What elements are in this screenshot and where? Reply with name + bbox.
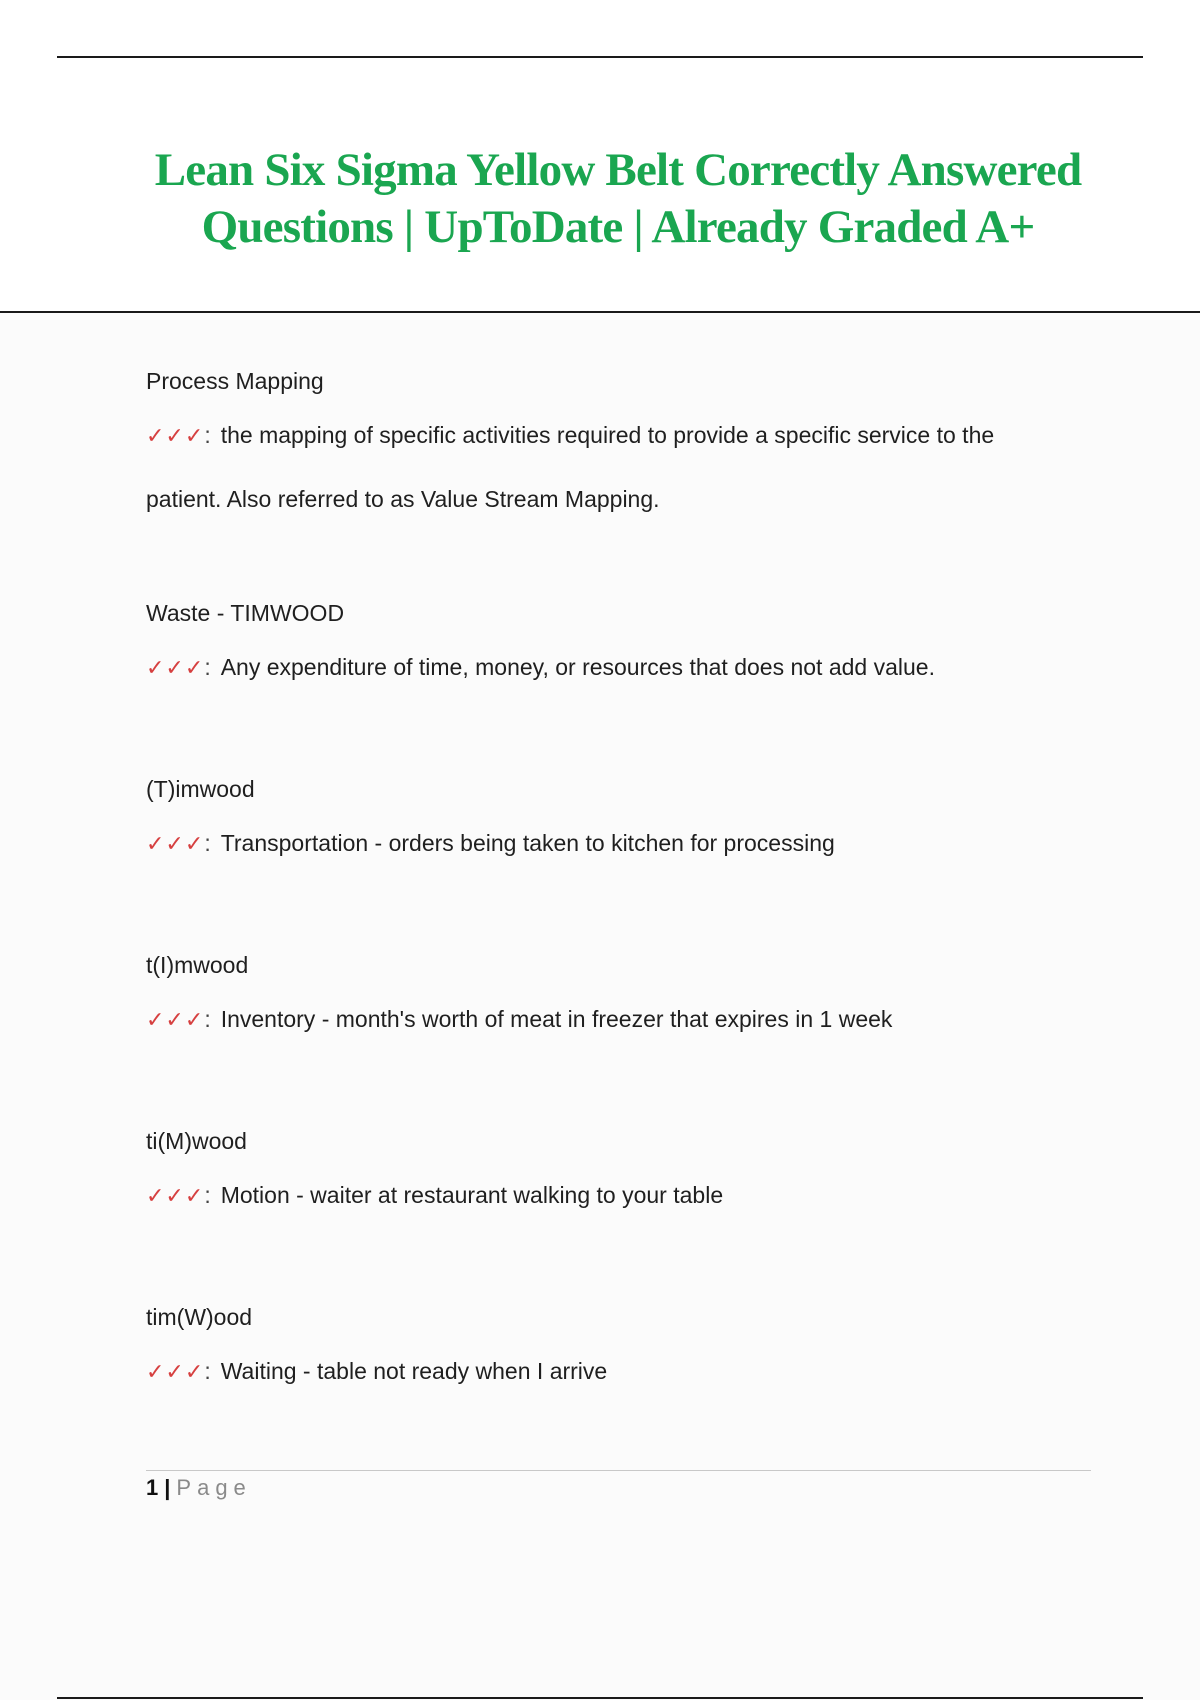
qa-item-motion <box>146 1127 1106 1210</box>
question-term: (T)imwood <box>146 776 255 802</box>
answer-text: patient. Also referred to as Value Stream Mapping. <box>146 486 660 512</box>
answer <box>146 1357 1106 1386</box>
answer <box>146 1005 1106 1034</box>
answer-line <box>146 421 1106 450</box>
page-footer <box>146 1474 252 1502</box>
answer-colon: : <box>204 1182 211 1208</box>
title-line-2: Questions | UpToDate | Already Graded A+ <box>201 201 1035 253</box>
qa-item-inventory <box>146 951 1106 1034</box>
answer-text: Motion - waiter at restaurant walking to your table <box>220 1182 724 1208</box>
qa-item-transportation <box>146 775 1106 858</box>
answer <box>146 829 1106 858</box>
answer-colon: : <box>204 830 211 856</box>
answer-line <box>146 1181 1106 1210</box>
footer-separator: | <box>164 1475 171 1500</box>
checkmarks-icon: ✓✓✓ <box>146 423 205 448</box>
qa-item-process-mapping <box>146 367 1106 513</box>
answer-line <box>146 485 1106 513</box>
question-term: Waste - TIMWOOD <box>146 600 345 626</box>
answer-line <box>146 653 1106 682</box>
top-divider <box>57 56 1143 58</box>
document-title <box>0 142 1200 256</box>
question-term: t(I)mwood <box>146 952 249 978</box>
answer-line <box>146 1357 1106 1386</box>
checkmarks-icon: ✓✓✓ <box>146 1007 205 1032</box>
qa-item-waiting <box>146 1303 1106 1386</box>
checkmarks-icon: ✓✓✓ <box>146 655 205 680</box>
checkmarks-icon: ✓✓✓ <box>146 1359 205 1384</box>
answer <box>146 1181 1106 1210</box>
answer <box>146 653 1106 682</box>
answer-text: Transportation - orders being taken to kitchen for processing <box>220 830 835 856</box>
page-number: 1 <box>146 1475 159 1500</box>
title-line-1: Lean Six Sigma Yellow Belt Correctly Answered <box>154 144 1082 196</box>
answer-text: the mapping of specific activities required to provide a specific service to the <box>220 422 995 448</box>
answer-text: Any expenditure of time, money, or resources that does not add value. <box>220 654 935 680</box>
answer-colon: : <box>204 1358 211 1384</box>
footer-divider <box>146 1470 1091 1471</box>
question-term: Process Mapping <box>146 368 324 394</box>
question-term: tim(W)ood <box>146 1304 253 1330</box>
answer-line <box>146 1005 1106 1034</box>
page-label: Page <box>176 1475 252 1500</box>
question-term: ti(M)wood <box>146 1128 247 1154</box>
bottom-divider <box>57 1697 1143 1699</box>
checkmarks-icon: ✓✓✓ <box>146 831 205 856</box>
qa-item-waste-timwood <box>146 599 1106 682</box>
answer-colon: : <box>204 1006 211 1032</box>
answer <box>146 421 1106 513</box>
answer-colon: : <box>204 422 211 448</box>
answer-text: Waiting - table not ready when I arrive <box>220 1358 608 1384</box>
answer-line <box>146 829 1106 858</box>
checkmarks-icon: ✓✓✓ <box>146 1183 205 1208</box>
answer-text: Inventory - month's worth of meat in freezer that expires in 1 week <box>220 1006 893 1032</box>
answer-colon: : <box>204 654 211 680</box>
